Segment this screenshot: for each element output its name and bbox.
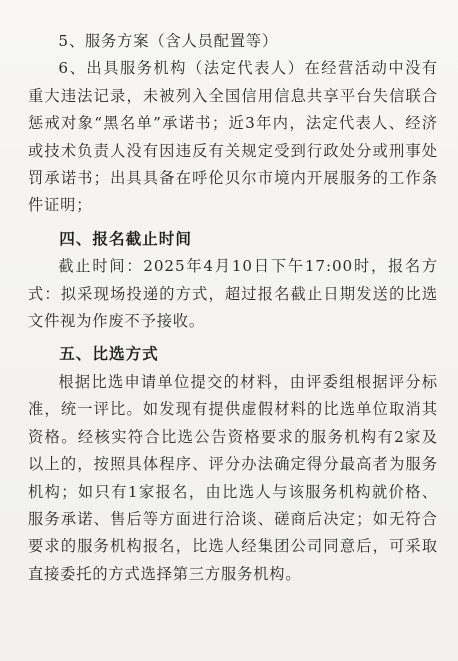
- section-5-heading: 五、比选方式: [59, 345, 159, 364]
- section-5-body: 根据比选申请单位提交的材料，由评委组根据评分标准，统一评比。如发现有提供虚假材料的比选单位取消其资格。经核实符合比选公告资格要求的服务机构有2家及以上的，按照具体程序、评分办法确定得分最高者为服务机构；如只有1家报名，由比选人与该服务机构就价格、服务承诺、售后等方面进行洽谈、磋商后决定；如无符合要求的服务机构报名，比选人经集团公司同意后，可采取直接委托的方式选择第三方服务机构。: [28, 372, 438, 583]
- section-4-body: 截止时间：2025年4月10日下午17:00时，报名方式：拟采现场投递的方式，超过报名截止日期发送的比选文件视为作废不予接收。: [28, 257, 438, 331]
- item-6-text: 6、出具服务机构（法定代表人）在经营活动中没有重大违法记录，未被列入全国信用信息共享平台失信联合惩戒对象“黑名单”承诺书；近3年内，法定代表人、经济或技术负责人没有因违反有关规定受到行政处分或刑事处罚承诺书；出具具备在呼伦贝尔市境内开展服务的工作条件证明；: [28, 59, 438, 215]
- section-4-heading: 四、报名截止时间: [59, 229, 192, 248]
- item-5-text: 5、服务方案（含人员配置等）: [58, 32, 279, 50]
